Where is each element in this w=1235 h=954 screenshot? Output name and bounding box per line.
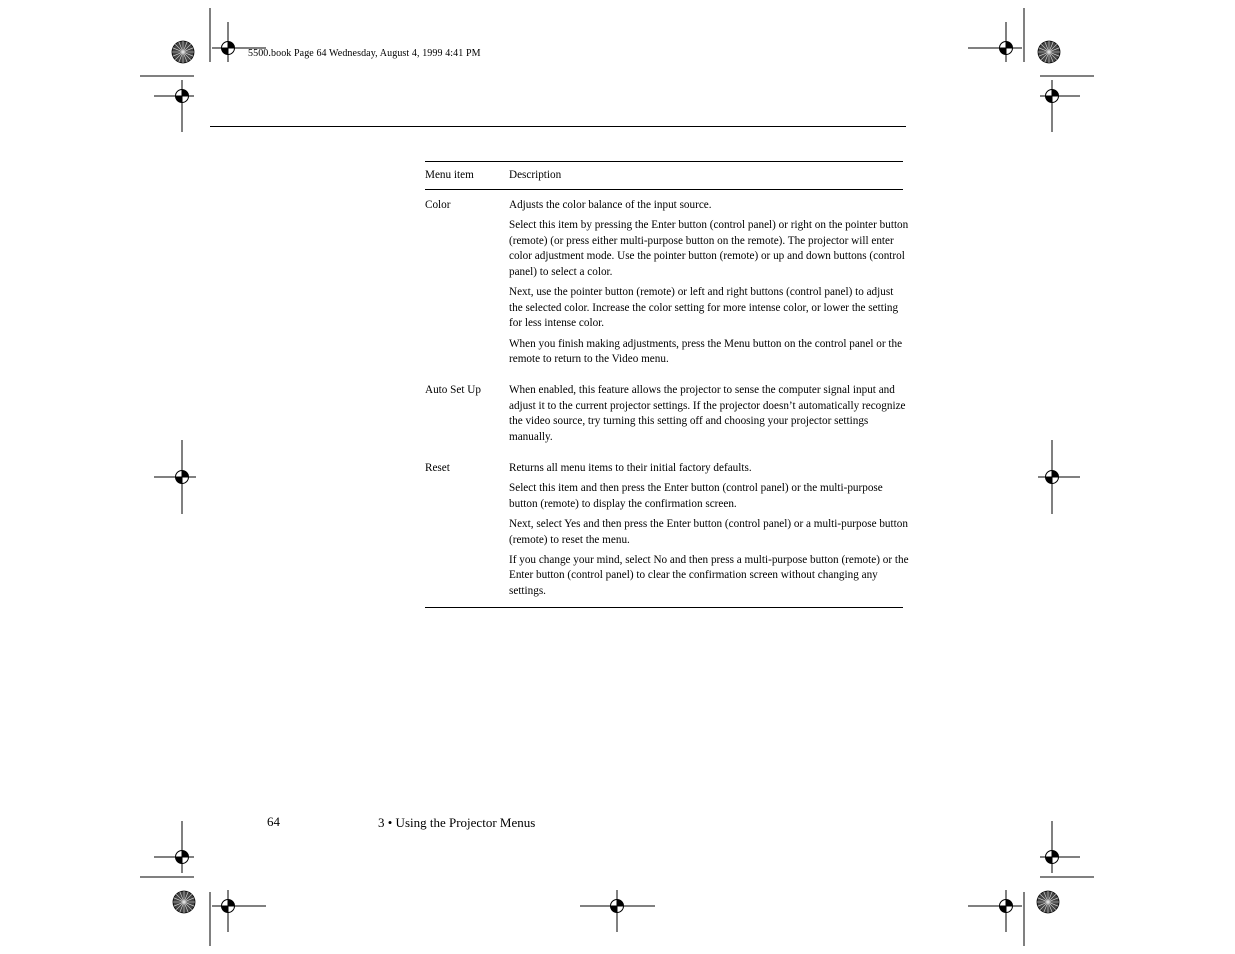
row-desc-auto-set-up xyxy=(509,383,909,450)
chapter-footer: 3 • Using the Projector Menus xyxy=(378,815,536,830)
row-item-color: Color xyxy=(425,199,451,211)
table-header-rule xyxy=(425,189,903,190)
column-header-menu-item: Menu item xyxy=(425,169,474,181)
table-paragraph: Returns all menu items to their initial factory defaults. xyxy=(509,462,752,474)
table-paragraph: Next, select Yes and then press the Enter button (control panel) or a multi-purpose button (remote) to reset the menu. xyxy=(509,517,908,546)
table-paragraph: When enabled, this feature allows the projector to sense the computer signal input and adjust it to the current projector settings. If the projector doesn’t automatically recognize the video source, try turning this setting off and choosing your projector settings manually. xyxy=(509,384,906,443)
page-number: 64 xyxy=(267,814,280,829)
table-paragraph: Select this item by pressing the Enter button (control panel) or right on the pointer button (remote) (or press either multi-purpose button on the remote). The projector will enter color adjustment mode. Use the pointer button (remote) or up and down buttons (control panel) to select a color. xyxy=(509,219,909,278)
table-paragraph: Adjusts the color balance of the input source. xyxy=(509,199,712,211)
table-paragraph: Next, use the pointer button (remote) or left and right buttons (control panel) to adjust the selected color. Increase the color setting for more intense color, or lower the setting for less intense color. xyxy=(509,286,899,330)
table-paragraph: Select this item and then press the Enter button (control panel) or the multi-purpose button (remote) to display the confirmation screen. xyxy=(509,482,883,510)
table-top-rule xyxy=(425,161,903,162)
row-desc-reset xyxy=(509,461,909,604)
row-desc-color xyxy=(509,198,909,372)
row-item-auto-set-up: Auto Set Up xyxy=(425,384,481,396)
file-info-header: 5500.book Page 64 Wednesday, August 4, 1999 4:41 PM xyxy=(248,48,481,59)
table-paragraph: If you change your mind, select No and then press a multi-purpose button (remote) or the Enter button (control panel) to clear the confirmation screen without changing any settings. xyxy=(509,553,909,597)
table-paragraph: When you finish making adjustments, press the Menu button on the control panel or the remote to return to the Video menu. xyxy=(509,337,903,366)
header-rule xyxy=(210,126,906,127)
table-bottom-rule xyxy=(425,607,903,608)
row-item-reset: Reset xyxy=(425,462,450,474)
column-header-description: Description xyxy=(509,169,562,181)
